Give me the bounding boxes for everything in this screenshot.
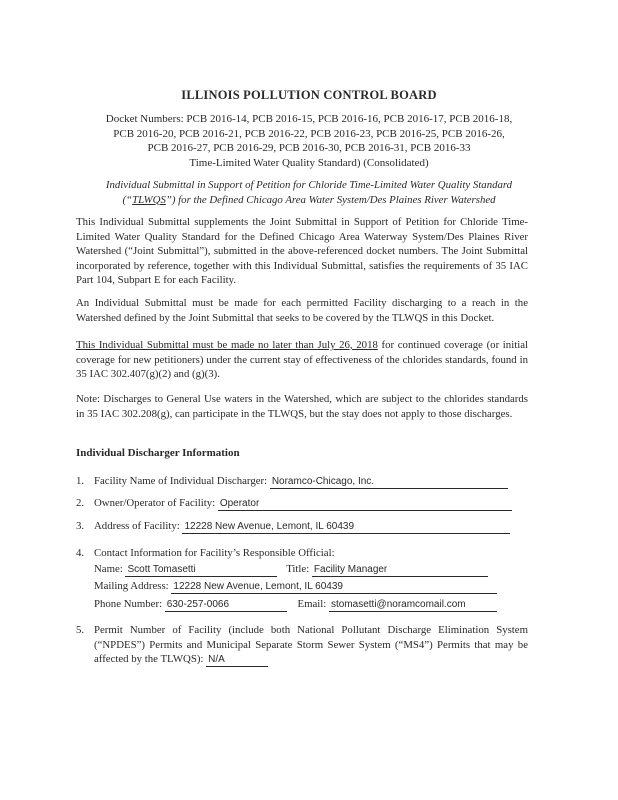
contact-name-row: [94, 562, 488, 577]
intro-paragraph: This Individual Submittal supplements the Joint Submittal in Support of Petition for Chloride Time-Limited Water Quality Standard for the Defined Chicago Area Waterway System/Des Plaines River Watershed (“Joint Submittal”), submitted in the above-referenced docket numbers. The Joint Submittal incorporated by reference, together with this Individual Submittal, satisfies the requirements of 35 IAC Part 104, Subpart E for each Facility.: [76, 216, 528, 286]
requirement-paragraph: An Individual Submittal must be made for each permitted Facility discharging to a reach in the Watershed defined by the Joint Submittal that seeks to be covered by the TLWQS in this Docket.: [76, 297, 528, 324]
board-title: ILLINOIS POLLUTION CONTROL BOARD: [181, 88, 437, 102]
docket-numbers: [60, 112, 558, 170]
item-number: 2.: [76, 497, 85, 509]
docket-line: PCB 2016-27, PCB 2016-29, PCB 2016-30, PCB 2016-31, PCB 2016-33: [147, 142, 471, 154]
item-label: Contact Information for Facility’s Responsible Official:: [94, 547, 335, 559]
name-field[interactable]: Scott Tomasetti: [125, 564, 277, 577]
subtitle-tlwqs: TLWQS: [132, 193, 166, 206]
docket-line: Time-Limited Water Quality Standard) (Consolidated): [189, 156, 429, 169]
item-label: Facility Name of Individual Discharger:: [94, 475, 270, 487]
section-heading: Individual Discharger Information: [76, 447, 240, 459]
item-label: Permit Number of Facility (include both National Pollutant Discharge Elimination System (“NPDES”) Permits and Municipal Separate Storm Sewer System (“MS4”) Permits that may be affected by the TLWQS):: [94, 624, 528, 665]
docket-line: Docket Numbers: PCB 2016-14, PCB 2016-15, PCB 2016-16, PCB 2016-17, PCB 2016-18,: [105, 113, 513, 125]
item-number: 5.: [76, 624, 85, 636]
title-label: Title:: [286, 563, 312, 575]
deadline-text: This Individual Submittal must be made no later than July 26, 2018: [76, 339, 378, 351]
docket-line: PCB 2016-20, PCB 2016-21, PCB 2016-22, PCB 2016-23, PCB 2016-25, PCB 2016-26,: [113, 127, 505, 140]
deadline-rest: for continued coverage (or initial coverage for new petitioners) under the current stay of effectiveness of the chlorides standards, found in 35 IAC 302.407(g)(2) and (g)(3).: [76, 339, 528, 380]
item-number: 4.: [76, 547, 85, 559]
item-number: 1.: [76, 475, 85, 487]
phone-label: Phone Number:: [94, 598, 165, 610]
subtitle-rest: ”) for the Defined Chicago Area Water System/Des Plaines River Watershed: [165, 193, 496, 206]
name-label: Name:: [94, 563, 126, 575]
item-label: Owner/Operator of Facility:: [94, 497, 218, 509]
permit-number-field[interactable]: N/A: [206, 654, 268, 667]
contact-address-row: [94, 579, 497, 594]
mailing-address-field[interactable]: 12228 New Avenue, Lemont, IL 60439: [171, 581, 497, 594]
phone-field[interactable]: 630-257-0066: [165, 599, 287, 612]
subtitle-line-2: [62, 193, 556, 208]
facility-name-field[interactable]: Noramco-Chicago, Inc.: [270, 476, 508, 489]
facility-address-field[interactable]: 12228 New Avenue, Lemont, IL 60439: [182, 521, 510, 534]
subtitle-prefix: (“: [122, 193, 133, 206]
title-field[interactable]: Facility Manager: [312, 564, 488, 577]
email-field[interactable]: stomasetti@noramcomail.com: [329, 599, 497, 612]
submittal-subtitle: [62, 178, 556, 207]
contact-phone-email-row: [94, 597, 497, 612]
item-label: Address of Facility:: [94, 520, 183, 532]
email-label: Email:: [297, 598, 329, 610]
note-paragraph: Note: Discharges to General Use waters in the Watershed, which are subject to the chlorides standards in 35 IAC 302.208(g), can participate in the TLWQS, but the stay does not apply to those discharges.: [76, 393, 528, 420]
subtitle-line-1: Individual Submittal in Support of Petition for Chloride Time-Limited Water Quality Standard: [105, 179, 513, 191]
owner-operator-field[interactable]: Operator: [218, 498, 512, 511]
deadline-paragraph: [76, 338, 528, 382]
mailing-address-label: Mailing Address:: [94, 580, 172, 592]
item-number: 3.: [76, 520, 85, 532]
